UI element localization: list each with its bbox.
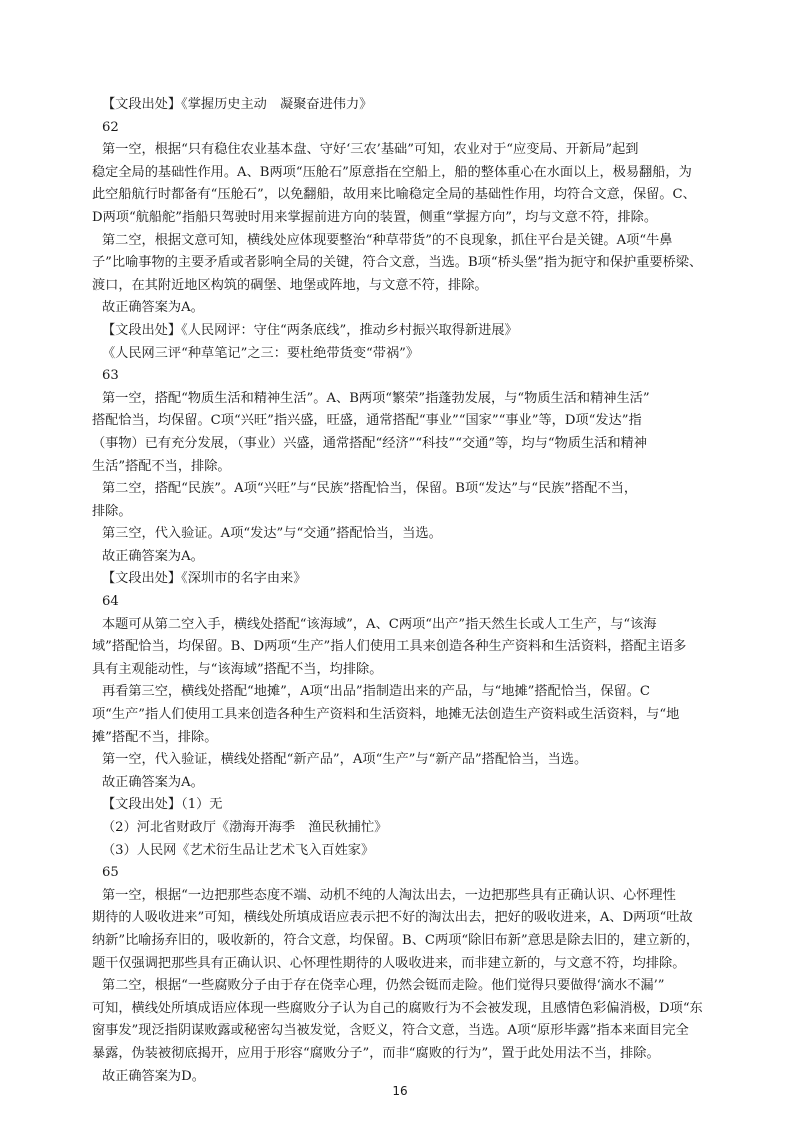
text-line: 此空船航行时都备有“压舱石”，以免翻船，故用来比喻稳定全局的基础性作用，均符合文意，保留。C、 [92, 187, 696, 203]
page-number: 16 [392, 1084, 408, 1098]
text-line: 搭配恰当，均保留。C项“兴旺”指兴盛，旺盛，通常搭配“事业”“国家”“事业”等，D项“发达”指 [92, 413, 642, 429]
text-line: D两项“航船舵”指船只驾驶时用来掌握前进方向的装置，侧重“掌握方向”，均与文意不符，排除。 [92, 209, 658, 225]
text-line: 具有主观能动性，与“该海域”搭配不当，均排除。 [92, 661, 383, 677]
answer-line: 故正确答案为A。 [102, 548, 204, 564]
answer-explanations [92, 94, 708, 1088]
text-line: 暴露，伪装被彻底揭开，应用于形容“腐败分子”，而非“腐败的行为”，置于此处用法不当，排除。 [92, 1045, 660, 1061]
text-line: 子”比喻事物的主要矛盾或者影响全局的关键，符合文意，当选。B项“桥头堡”指为扼守和保护重要桥梁、 [92, 255, 703, 271]
text-line: 生活”搭配不当，排除。 [92, 458, 231, 474]
question-number: 63 [102, 368, 119, 384]
text-line: 可知，横线处所填成语应体现一些腐败分子认为自己的腐败行为不会被发现，且感情色彩偏消极，D项“东 [92, 1000, 703, 1016]
text-line: 排除。 [92, 503, 132, 519]
text-line: 渡口，在其附近地区构筑的碉堡、地堡或阵地，与文意不符，排除。 [92, 277, 488, 293]
source-line: （2）河北省财政厅《渤海开海季 渔民秋捕忙》 [102, 820, 388, 835]
text-line: 项“生产”指人们使用工具来创造各种生产资料和生活资料，地摊无法创造生产资料或生活资料，与“地 [92, 707, 680, 723]
text-line: 【文段出处】《掌握历史主动 凝聚奋进伟力》 [102, 97, 373, 112]
question-number: 65 [102, 865, 119, 881]
question-number: 62 [102, 119, 119, 135]
source-line: （3）人民网《艺术衍生品让艺术飞入百姓家》 [102, 842, 375, 858]
text-line: 第一空，代入验证，横线处搭配“新产品”，A项“生产”与“新产品”搭配恰当，当选。 [102, 752, 588, 768]
source-line: 【文段出处】《人民网评：守住“两条底线”，推动乡村振兴取得新进展》 [102, 322, 518, 338]
text-line: 稳定全局的基础性作用。A、B两项“压舱石”原意指在空船上，船的整体重心在水面以上，极易翻船，为 [92, 164, 692, 180]
text-line: 第三空，代入验证。A项“发达”与“交通”搭配恰当，当选。 [102, 526, 442, 542]
source-line: 《人民网三评“种草笔记”之三：要杜绝带货变“带祸”》 [102, 345, 420, 361]
text-line: 第一空，根据“一边把那些态度不端、动机不纯的人淘汰出去，一边把那些具有正确认识、心怀理性 [102, 887, 676, 903]
text-line: 第二空，根据文意可知，横线处应体现要整治“种草带货”的不良现象，抓住平台是关键。A项“牛鼻 [102, 232, 673, 248]
answer-line: 故正确答案为A。 [102, 774, 204, 790]
text-line: 第一空，搭配“物质生活和精神生活”。A、B两项“繁荣”指蓬勃发展，与“物质生活和精神生活” [102, 390, 650, 406]
text-line: 题干仅强调把那些具有正确认识、心怀理性期待的人吸收进来，而非建立新的，与文意不符，均排除。 [92, 955, 686, 971]
source-line: 【文段出处】（1）无 [102, 797, 223, 813]
question-number: 64 [102, 594, 119, 610]
text-line: 纳新”比喻扬弃旧的，吸收新的，符合文意，均保留。B、C两项“除旧布新”意思是除去旧的，建立新的， [92, 932, 700, 948]
text-line: 第二空，根据“一些腐败分子由于存在侥幸心理，仍然会铤而走险。他们觉得只要做得‘滴水不漏’” [102, 978, 665, 994]
text-line: 第二空，搭配“民族”。A项“兴旺”与“民族”搭配恰当，保留。B项“发达”与“民族”搭配不当， [102, 481, 638, 497]
text-line: 再看第三空，横线处搭配“地摊”，A项“出品”指制造出来的产品，与“地摊”搭配恰当，保留。C [102, 684, 650, 700]
text-line: 窗事发”现泛指阴谋败露或秘密勾当被发觉，含贬义，符合文意，当选。A项“原形毕露”指本来面目完全 [92, 1023, 689, 1039]
answer-line: 故正确答案为A。 [102, 300, 204, 316]
text-line: 摊”搭配不当，排除。 [92, 729, 218, 745]
source-line: 【文段出处】《深圳市的名字由来》 [102, 571, 307, 587]
text-line: 域”搭配恰当，均保留。B、D两项“生产”指人们使用工具来创造各种生产资料和生活资料，搭配主语多 [92, 639, 687, 655]
answer-line: 故正确答案为D。 [102, 1068, 205, 1084]
text-line: 本题可从第二空入手，横线处搭配“该海域”，A、C两项“出产”指天然生长或人工生产，与“该海 [102, 616, 657, 632]
text-line: 第一空，根据“只有稳住农业基本盘、守好‘三农’基础”可知，农业对于“应变局、开新局”起到 [102, 142, 639, 158]
text-line: 期待的人吸收进来”可知，横线处所填成语应表示把不好的淘汰出去，把好的吸收进来，A、D两项“吐故 [92, 910, 693, 926]
text-line: （事物）已有充分发展，（事业）兴盛，通常搭配“经济”“科技”“交通”等，均与“物质生活和精神 [92, 435, 647, 451]
